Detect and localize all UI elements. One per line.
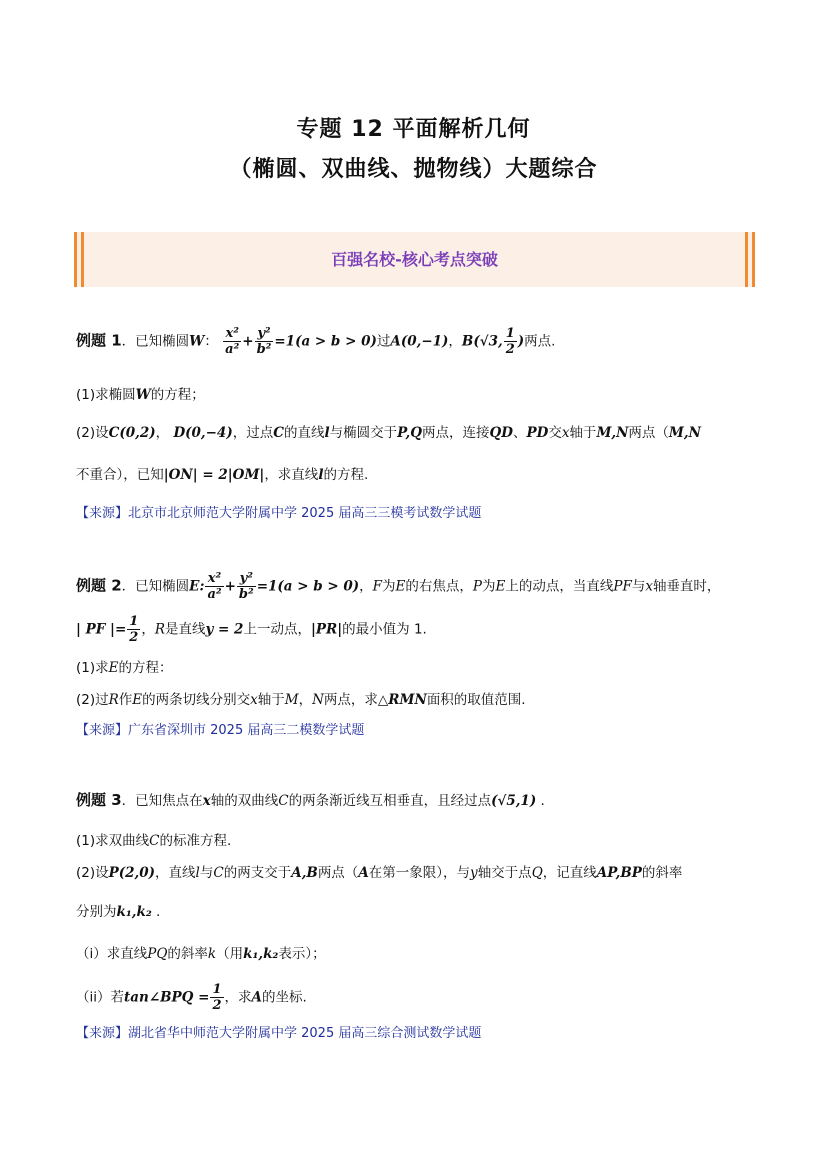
section-banner <box>74 232 755 287</box>
ex1-frac-x: $\frac{\text{x²}}{\text{a²}}$ <box>225 326 240 357</box>
ex1-point-A: A(0,−1) <box>390 333 449 350</box>
ex2-label: 例题 2 <box>76 576 122 595</box>
ex1-frac-half: $\frac{1}{2}$ <box>505 326 515 357</box>
ex1-B-close: ) <box>517 333 525 350</box>
ex3-q2: (2)设P(2,0)，直线l与C的两支交于A,B两点（A在第一象限），与y轴交于点Q，记直线AP,BP的斜率 <box>76 865 683 881</box>
ex1-frac-y: $\frac{\text{y²}}{\text{b²}}$ <box>256 326 272 357</box>
ex2-statement-cont: | PF |= $\frac{1}{2}$ ，R是直线y = 2上一动点，|PR|的最小值为 1. <box>76 614 427 645</box>
ex3-label: 例题 3 <box>76 791 122 809</box>
ex1-W: W <box>189 333 205 350</box>
banner-text: 百强名校-核心考点突破 <box>331 250 498 269</box>
ex1-colon: ： <box>204 333 218 350</box>
ex2-statement: 例题 2．已知椭圆E: $\frac{\text{x²}}{\text{a²}}$ + $\frac{\text{y²}}{\text{b²}}$ =1(a > b > 0)，F为E的右焦点，P为E上的动点，当直线PF与x轴垂直时， <box>76 571 721 602</box>
ex3-statement: 例题 3．已知焦点在x轴的双曲线C的两条渐近线互相垂直，且经过点(√5,1) . <box>76 791 545 809</box>
ex1-q1: (1)求椭圆W的方程； <box>76 387 205 403</box>
ex1-q2: (2)设C(0,2)， D(0,−4)，过点C的直线l与椭圆交于P,Q两点，连接QD、PD交x轴于M,N两点（M,N <box>76 425 701 441</box>
ex1-source: 【来源】北京市北京师范大学附属中学 2025 届高三三模考试数学试题 <box>76 506 482 521</box>
ex1-sep: ， <box>448 333 462 350</box>
ex1-statement: 例题 1．已知椭圆W： $\frac{\text{x²}}{\text{a²}}$ + $\frac{\text{y²}}{\text{b²}}$ =1(a > b > 0)过A(0,−1)，B(√3, $\frac{1}{2}$ )两点. <box>76 326 556 357</box>
ex1-intro: ．已知椭圆 <box>121 333 190 350</box>
ex2-source: 【来源】广东省深圳市 2025 届高三二模数学试题 <box>76 723 365 738</box>
ex1-pass: 过 <box>376 333 391 350</box>
ex2-q1: (1)求E的方程： <box>76 660 173 676</box>
ex1-cond: =1(a > b > 0) <box>274 333 377 350</box>
ex3-source: 【来源】湖北省华中师范大学附属中学 2025 届高三综合测试数学试题 <box>76 1026 482 1041</box>
ex1-two-points: 两点. <box>524 333 556 350</box>
ex3-q1: (1)求双曲线C的标准方程. <box>76 833 232 849</box>
ex1-q2-cont: 不重合），已知|ON| = 2|OM|，求直线l的方程. <box>76 467 369 483</box>
page-subtitle: （椭圆、双曲线、抛物线）大题综合 <box>229 157 598 182</box>
ex1-point-B: B(√3, <box>461 333 503 350</box>
ex3-q2-cont: 分别为k₁,k₂ . <box>76 904 161 920</box>
ex1-label: 例题 1 <box>76 331 122 350</box>
page-title: 专题 12 平面解析几何 <box>296 117 531 142</box>
ex2-q2: (2)过R作E的两条切线分别交x轴于M，N两点，求△RMN面积的取值范围. <box>76 692 526 708</box>
ex3-sub2: （ii）若tan∠BPQ = $\frac{1}{2}$ ，求A的坐标. <box>76 982 307 1013</box>
ex3-sub1: （i）求直线PQ的斜率k（用k₁,k₂表示）； <box>76 946 326 962</box>
